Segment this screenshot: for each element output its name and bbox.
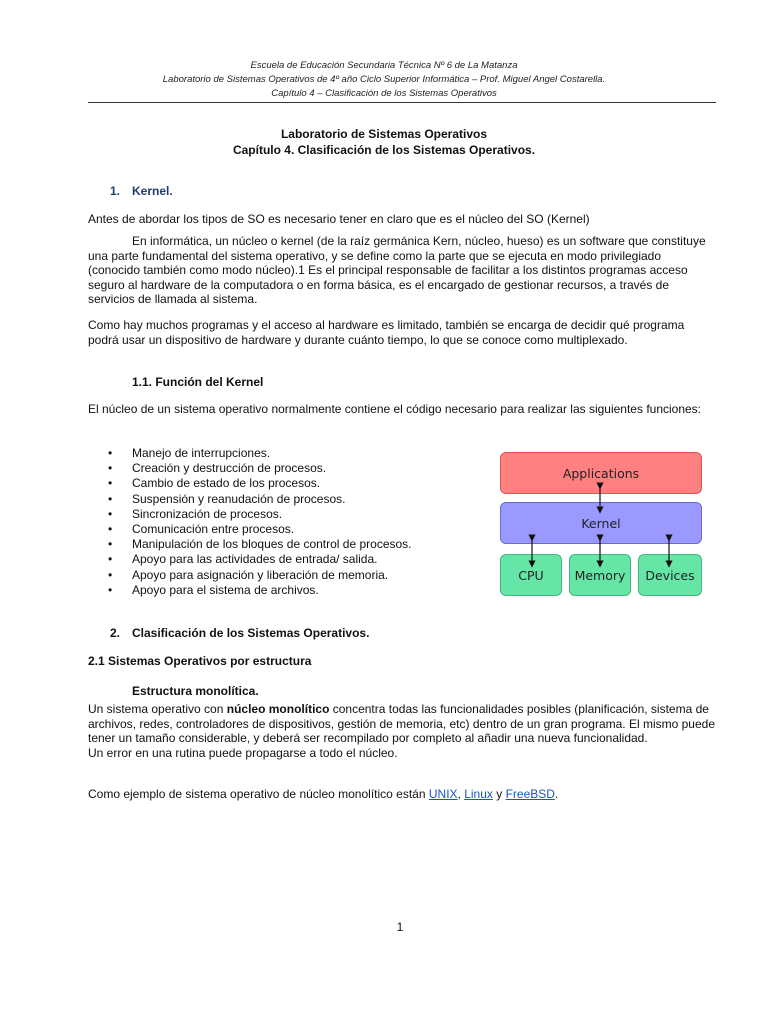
examples-text: Como ejemplo de sistema operativo de núcleo monolítico están: [88, 787, 429, 801]
section-2-number: 2.: [110, 626, 121, 640]
kernel-functions-list: [108, 446, 468, 598]
section-1-1-intro: El núcleo de un sistema operativo normalmente contiene el código necesario para realizar las siguientes funciones:: [88, 402, 702, 416]
section-1-heading: Kernel.: [132, 184, 173, 198]
paragraph-text: concentra todas las funcionalidades posibles (planificación, sistema de archivos, redes, controladores de dispositivos, gestión de memoria, etc) dentro de un gran programa. El mismo puede tener un tamaño considerable, y deberá ser recompilado por completo al añadir una nueva funcionalidad.: [88, 702, 715, 745]
cpu-box: CPU: [500, 554, 562, 596]
list-item: • Apoyo para las actividades de entrada/ salida.: [108, 552, 468, 567]
header-course: Laboratorio de Sistemas Operativos de 4º año Ciclo Superior Informática – Prof. Miguel Angel Costarella.: [162, 74, 606, 85]
separator: ,: [457, 787, 465, 801]
list-item: • Apoyo para asignación y liberación de memoria.: [108, 568, 468, 583]
diagram-arrows: [498, 450, 704, 598]
list-item: • Manipulación de los bloques de control de procesos.: [108, 537, 468, 552]
separator: y: [492, 787, 506, 801]
list-item: • Comunicación entre procesos.: [108, 522, 468, 537]
chapter-title: Capítulo 4. Clasificación de los Sistemas Operativos.: [232, 143, 536, 157]
link-freebsd[interactable]: FreeBSD: [505, 787, 555, 801]
header-chapter: Capítulo 4 – Clasificación de los Sistemas Operativos: [271, 88, 497, 99]
list-item: • Suspensión y reanudación de procesos.: [108, 492, 468, 507]
monolithic-paragraph: [88, 702, 716, 760]
list-item: • Sincronización de procesos.: [108, 507, 468, 522]
section-1-intro: Antes de abordar los tipos de SO es necesario tener en claro que es el núcleo del SO (Kernel): [88, 212, 590, 226]
paragraph-text: Un sistema operativo con: [88, 702, 227, 716]
monolithic-examples: [88, 787, 716, 802]
header-school: Escuela de Educación Secundaria Técnica Nº 6 de La Matanza: [250, 60, 518, 71]
monolithic-heading: Estructura monolítica.: [132, 684, 259, 698]
list-item: • Apoyo para el sistema de archivos.: [108, 583, 468, 598]
section-1-paragraph-2: Como hay muchos programas y el acceso al hardware es limitado, también se encarga de decidir qué programa podrá usar un dispositivo de hardware y durante cuánto tiempo, lo que se conoce como multiplexado.: [88, 318, 685, 347]
header-rule: [88, 102, 716, 103]
kernel-layer: Kernel: [500, 502, 702, 544]
page-number: 1: [396, 920, 404, 934]
section-2-1-heading: 2.1 Sistemas Operativos por estructura: [88, 654, 312, 668]
kernel-diagram: [498, 450, 704, 598]
link-linux[interactable]: Linux: [464, 787, 493, 801]
memory-box: Memory: [569, 554, 631, 596]
paragraph-text: Un error en una rutina puede propagarse a todo el núcleo.: [88, 745, 398, 760]
list-item: • Manejo de interrupciones.: [108, 446, 468, 461]
document-title: Laboratorio de Sistemas Operativos: [280, 127, 488, 141]
nucleo-monolitico-term: núcleo monolítico: [226, 702, 330, 716]
separator: .: [554, 787, 559, 801]
link-unix[interactable]: UNIX: [428, 787, 458, 801]
section-1-1-heading: 1.1. Función del Kernel: [132, 375, 264, 389]
devices-box: Devices: [638, 554, 702, 596]
list-item: • Creación y destrucción de procesos.: [108, 461, 468, 476]
list-item: • Cambio de estado de los procesos.: [108, 476, 468, 491]
section-1-number: 1.: [110, 184, 121, 198]
section-2-heading: Clasificación de los Sistemas Operativos.: [132, 626, 370, 640]
applications-layer: Applications: [500, 452, 702, 494]
section-1-paragraph-1: En informática, un núcleo o kernel (de la raíz germánica Kern, núcleo, hueso) es un software que constituye una parte fundamental del sistema operativo, y se define como la parte que se ejecuta en modo privilegiado (conocido también como modo núcleo).1 Es el principal responsable de facilitar a los distintos programas acceso seguro al hardware de la computadora o en forma básica, es el encargado de gestionar recursos, a través de servicios de llamada al sistema.: [88, 234, 706, 306]
